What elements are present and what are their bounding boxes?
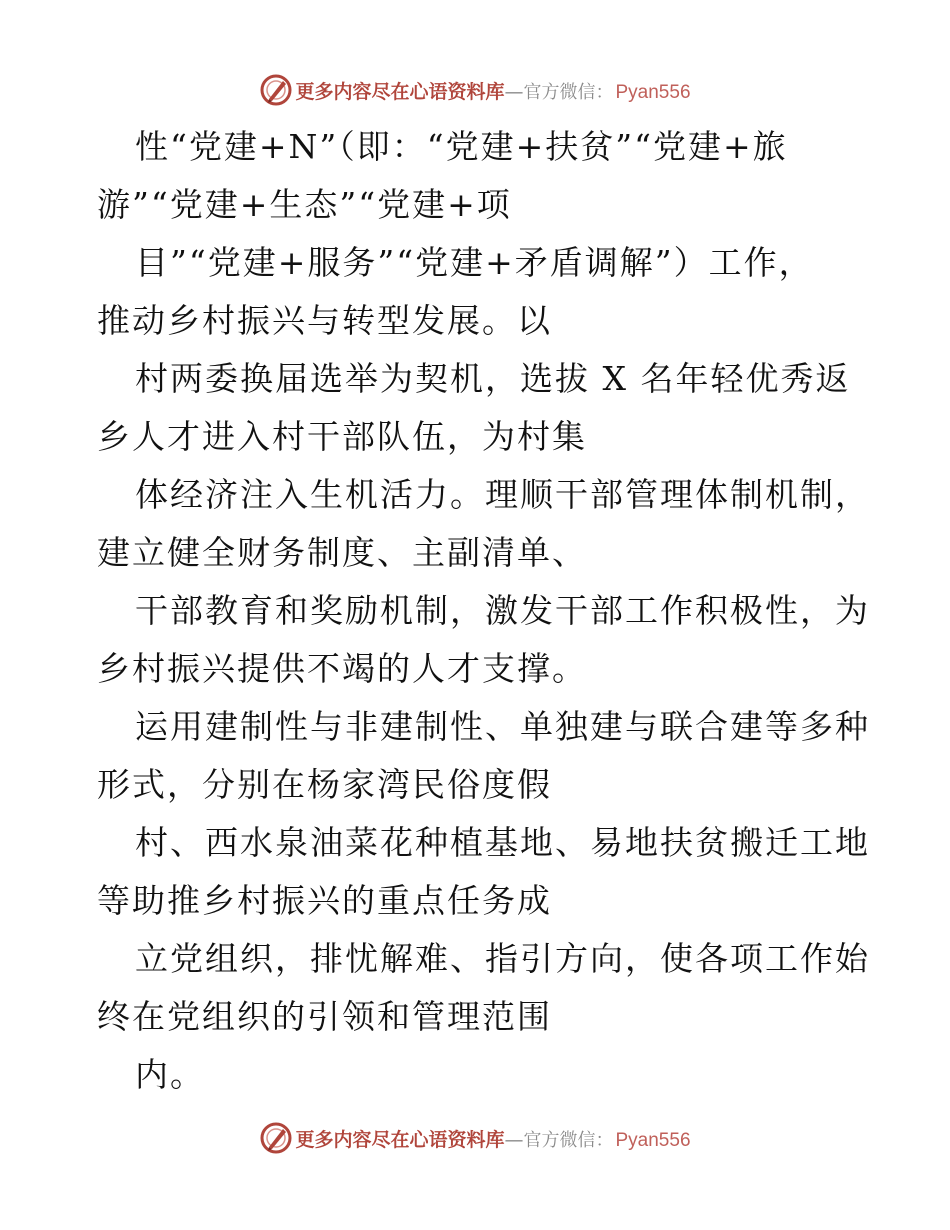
text-line: 村两委换届选举为契机，选拔 X 名年轻优秀返 xyxy=(135,359,851,398)
text-line: 立党组织，排忧解难、指引方向，使各项工作始 xyxy=(135,939,870,978)
text-line: 终在党组织的引领和管理范围 xyxy=(97,997,552,1036)
text-line: 干部教育和奖励机制，激发干部工作积极性，为 xyxy=(135,591,870,630)
text-line: 目”“党建+服务”“党建+矛盾调解”）工作， xyxy=(135,243,814,282)
banner-wechat-label: 官方微信： xyxy=(523,81,614,103)
text-line: 形式，分别在杨家湾民俗度假 xyxy=(97,765,552,804)
text-line: 乡村振兴提供不竭的人才支撑。 xyxy=(97,649,587,688)
text-line: 运用建制性与非建制性、单独建与联合建等多种 xyxy=(135,707,870,746)
text-line: 体经济注入生机活力。理顺干部管理体制机制， xyxy=(135,475,870,514)
footer-banner xyxy=(0,1118,950,1158)
banner-main-text: 更多内容尽在心语资料库 xyxy=(295,1128,505,1151)
text-line: 推动乡村振兴与转型发展。以 xyxy=(97,301,552,340)
text-line: 乡人才进入村干部队伍，为村集 xyxy=(97,417,587,456)
banner-wechat-id: Pyan556 xyxy=(615,1129,691,1151)
banner-text xyxy=(295,77,690,104)
banner-separator: — xyxy=(504,1128,524,1151)
document-body xyxy=(97,118,877,1104)
text-line: 等助推乡村振兴的重点任务成 xyxy=(97,881,552,920)
text-line: 建立健全财务制度、主副清单、 xyxy=(97,533,587,572)
header-banner xyxy=(0,70,950,110)
banner-text xyxy=(295,1125,690,1152)
pen-circle-logo-icon xyxy=(259,1121,293,1155)
banner-wechat-id: Pyan556 xyxy=(615,81,691,103)
text-line: 性“党建+N”（即：“党建+扶贫”“党建+旅 xyxy=(135,127,788,166)
text-line: 内。 xyxy=(135,1055,205,1094)
text-line: 村、西水泉油菜花种植基地、易地扶贫搬迁工地 xyxy=(135,823,870,862)
banner-main-text: 更多内容尽在心语资料库 xyxy=(295,80,505,103)
pen-circle-logo-icon xyxy=(259,73,293,107)
banner-wechat-label: 官方微信： xyxy=(523,1129,614,1151)
text-line: 游”“党建+生态”“党建+项 xyxy=(97,185,512,224)
banner-separator: — xyxy=(504,80,524,103)
